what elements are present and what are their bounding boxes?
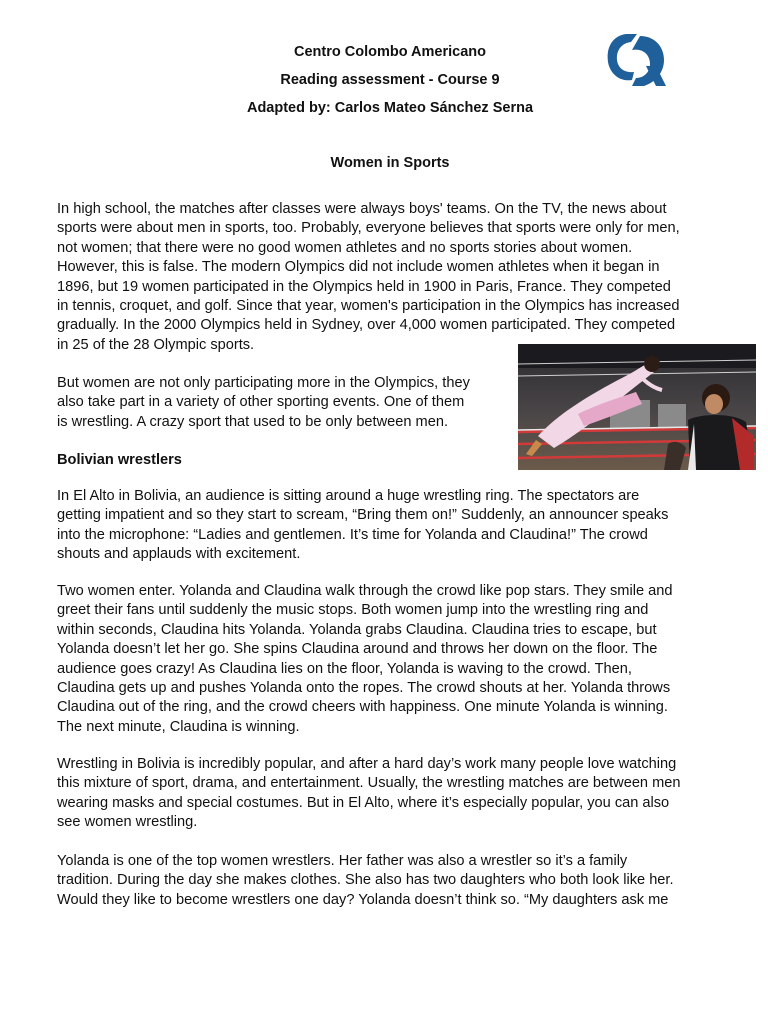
text-line: within seconds, Claudina hits Yolanda. Yolanda grabs Claudina. Claudina tries to escape, but [57,621,657,638]
text-line: But women are not only participating more in the Olympics, they [57,375,470,391]
text-line: Claudina gets up and pushes Yolanda onto the ropes. The crowd shouts at her. Yolanda throws [57,680,671,697]
text-line: not women; that there were no good women athletes and no sports stories about women. [57,239,633,256]
text-line: sports were about men in sports, too. Probably, everyone believes that sports were only for men, [57,220,680,237]
paragraph-yolanda [57,852,674,910]
text-line: shouts and applauds with excitement. [57,546,301,563]
text-line: However, this is false. The modern Olympics did not include women athletes when it began in [57,259,660,276]
text-line: Yolanda doesn’t let her go. She spins Claudina around and throws her down on the floor. The [57,641,658,658]
text-line: gradually. In the 2000 Olympics held in Sydney, over 4,000 women participated. They competed [57,317,676,334]
text-line: 1896, but 19 women participated in the Olympics held in 1900 in Paris, France. They competed [57,278,671,295]
text-line: getting impatient and so they start to scream, “Bring them on!” Suddenly, an announcer speaks [57,507,669,524]
text-line: Claudina out of the ring, and the crowd cheers with happiness. One minute Yolanda is winning. [57,699,668,716]
text-line: Would they like to become wrestlers one day? Yolanda doesn’t think so. “My daughters ask me [57,891,669,908]
text-line: this mixture of sport, drama, and entertainment. Usually, the wrestling matches are between men [57,775,681,792]
text-line: The next minute, Claudina is winning. [57,718,300,735]
text-line: also take part in a variety of other sporting events. One of them [57,394,465,411]
text-line: In high school, the matches after classes were always boys' teams. On the TV, the news about [57,201,667,217]
text-line: Yolanda is one of the top women wrestlers. Her father was also a wrestler so it’s a family [57,853,628,869]
text-line: Two women enter. Yolanda and Claudina walk through the crowd like pop stars. They smile and [57,583,673,599]
text-line: tradition. During the day she makes clothes. She also has two daughters who both look like her. [57,872,674,889]
article-title: Women in Sports [330,155,450,171]
text-line: In El Alto in Bolivia, an audience is sitting around a huge wrestling ring. The spectators are [57,488,640,504]
paragraph-wrestling-intro [57,374,470,432]
text-line: wearing masks and special costumes. But in El Alto, where it’s especially popular, you can also [57,794,670,811]
adapted-by-line: Adapted by: Carlos Mateo Sánchez Serna [246,100,534,116]
section-heading: Bolivian wrestlers [57,452,182,468]
text-line: Wrestling in Bolivia is incredibly popular, and after a hard day’s work many people love watching [57,756,677,772]
text-line: see women wrestling. [57,814,198,831]
institution-name: Centro Colombo Americano [293,44,486,60]
paragraph-popularity [57,755,681,833]
text-line: greet their fans until suddenly the music stops. Both women jump into the wrestling ring and [57,602,649,619]
text-line: is wrestling. A crazy sport that used to be only between men. [57,413,448,430]
centro-colombo-americano-logo [604,32,668,88]
text-line: into the microphone: “Ladies and gentlemen. It’s time for Yolanda and Claudina!” The crowd [57,526,648,543]
text-line: in tennis, croquet, and golf. Since that year, women's participation in the Olympics has increased [57,298,680,315]
paragraph-el-alto [57,487,668,565]
text-line: audience goes crazy! As Claudina lies on the floor, Yolanda is waving to the crowd. Then, [57,660,632,677]
wrestling-photo [518,344,756,470]
text-line: in 25 of the 28 Olympic sports. [57,336,255,353]
paragraph-match [57,582,672,737]
assessment-title: Reading assessment - Course 9 [280,72,500,88]
paragraph-olympics [57,200,680,355]
